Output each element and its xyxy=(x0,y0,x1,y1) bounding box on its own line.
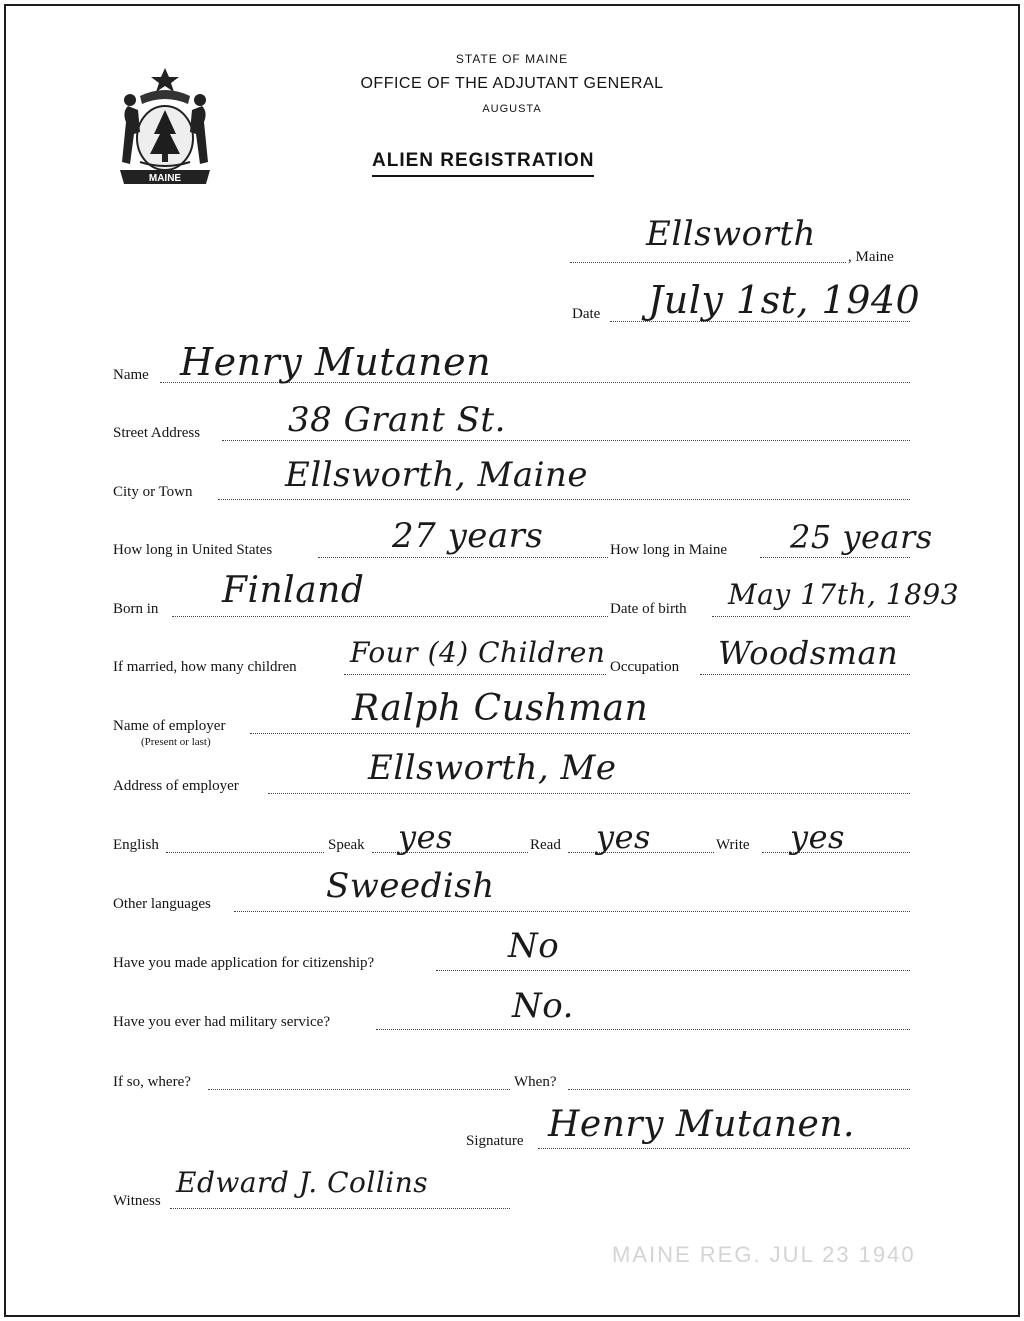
how-long-us-value: 27 years xyxy=(392,516,544,556)
employer-name-line xyxy=(250,733,910,734)
how-long-maine-line xyxy=(760,557,910,558)
how-long-maine-label: How long in Maine xyxy=(610,542,728,558)
date-of-birth-line xyxy=(712,616,910,617)
date-value: July 1st, 1940 xyxy=(648,278,921,322)
date-of-birth-value: May 17th, 1893 xyxy=(728,578,960,611)
citizenship-value: No xyxy=(508,926,560,966)
write-value: yes xyxy=(790,818,845,856)
employer-address-value: Ellsworth, Me xyxy=(368,748,617,788)
street-address-label: Street Address xyxy=(113,425,201,441)
form-title: ALIEN REGISTRATION xyxy=(372,150,594,177)
where-label: If so, where? xyxy=(113,1074,191,1090)
speak-label: Speak xyxy=(328,837,365,853)
date-of-birth-label: Date of birth xyxy=(610,601,687,617)
employer-address-line xyxy=(268,793,910,794)
how-long-maine-value: 25 years xyxy=(790,518,933,556)
witness-label: Witness xyxy=(113,1193,161,1209)
citizenship-line xyxy=(436,970,910,971)
read-label: Read xyxy=(530,837,561,853)
english-label: English xyxy=(113,837,159,853)
english-line xyxy=(166,852,324,853)
occupation-line xyxy=(700,674,910,675)
name-label: Name xyxy=(113,367,149,383)
born-in-value: Finland xyxy=(222,570,365,611)
city-label: City or Town xyxy=(113,484,193,500)
city-value: Ellsworth, Maine xyxy=(285,455,588,495)
signature-value: Henry Mutanen. xyxy=(548,1104,855,1145)
header-office: OFFICE OF THE ADJUTANT GENERAL xyxy=(360,75,664,92)
header-state: STATE OF MAINE xyxy=(455,52,569,66)
maine-label: , Maine xyxy=(848,249,894,265)
seal-banner-text: MAINE xyxy=(148,173,182,184)
other-languages-label: Other languages xyxy=(113,896,211,912)
witness-value: Edward J. Collins xyxy=(176,1166,429,1199)
header-city: AUGUSTA xyxy=(482,103,542,115)
children-line xyxy=(344,674,606,675)
employer-name-value: Ralph Cushman xyxy=(352,688,649,729)
witness-line xyxy=(170,1208,510,1209)
children-value: Four (4) Children xyxy=(350,636,606,669)
occupation-label: Occupation xyxy=(610,659,680,675)
signature-label: Signature xyxy=(466,1133,524,1149)
when-line xyxy=(568,1089,910,1090)
read-value: yes xyxy=(596,818,651,856)
where-line xyxy=(208,1089,510,1090)
military-label: Have you ever had military service? xyxy=(113,1014,330,1030)
employer-sub-label: (Present or last) xyxy=(141,736,211,748)
city-line xyxy=(218,499,910,500)
occupation-value: Woodsman xyxy=(718,634,899,672)
children-label: If married, how many children xyxy=(113,659,297,675)
write-label: Write xyxy=(716,837,750,853)
signature-line xyxy=(538,1148,910,1149)
born-in-label: Born in xyxy=(113,601,159,617)
how-long-us-line xyxy=(318,557,608,558)
town-value: Ellsworth xyxy=(646,214,816,254)
employer-name-label: Name of employer xyxy=(113,718,226,734)
military-line xyxy=(376,1029,910,1030)
other-languages-line xyxy=(234,911,910,912)
name-value: Henry Mutanen xyxy=(180,340,492,384)
how-long-us-label: How long in United States xyxy=(113,542,273,558)
town-line xyxy=(570,262,846,263)
received-stamp: MAINE REG. JUL 23 1940 xyxy=(612,1242,916,1267)
when-label: When? xyxy=(514,1074,557,1090)
street-address-line xyxy=(222,440,910,441)
date-label: Date xyxy=(572,306,601,322)
military-value: No. xyxy=(512,986,574,1026)
citizenship-label: Have you made application for citizenship? xyxy=(113,955,375,971)
street-address-value: 38 Grant St. xyxy=(288,400,506,440)
other-languages-value: Sweedish xyxy=(326,866,495,906)
employer-address-label: Address of employer xyxy=(113,778,239,794)
speak-value: yes xyxy=(398,818,453,856)
born-in-line xyxy=(172,616,608,617)
